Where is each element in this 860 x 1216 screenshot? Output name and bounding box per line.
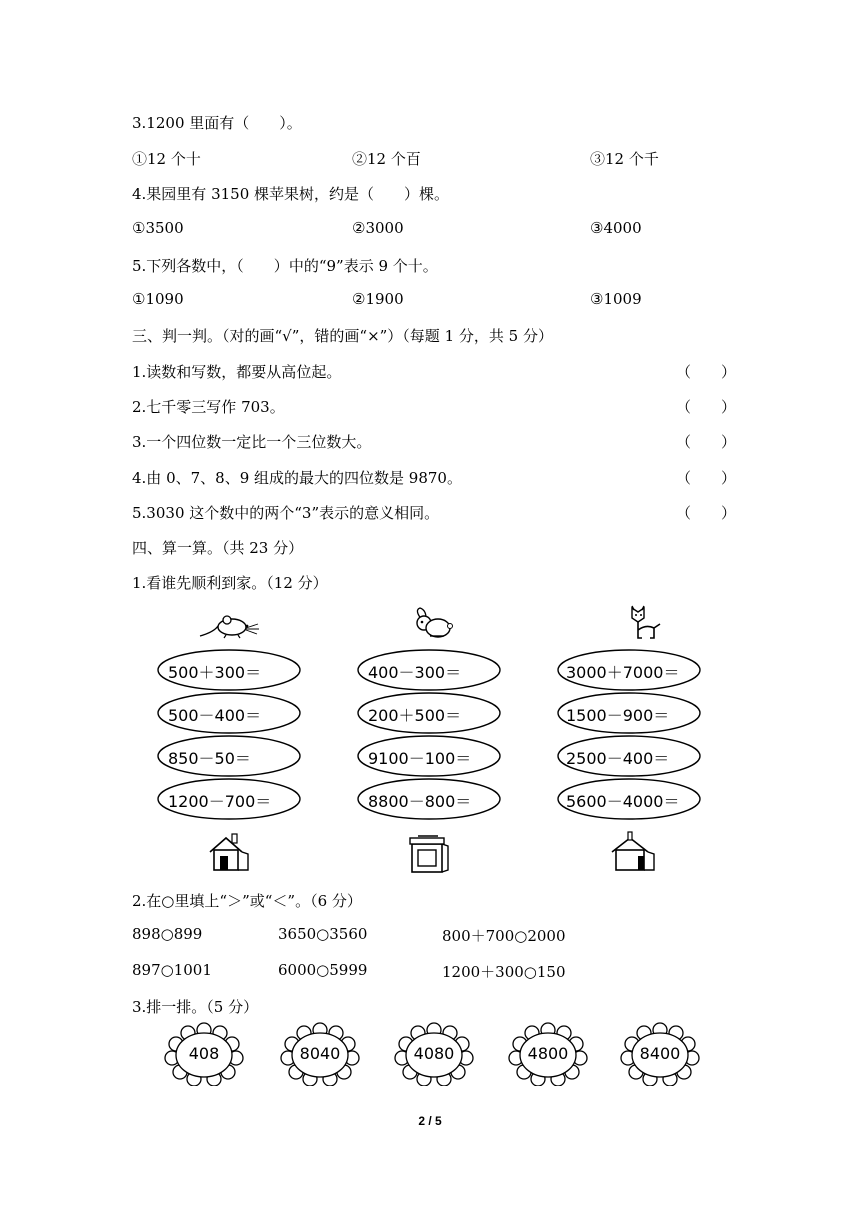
equation-c2-2: 200＋500＝ — [368, 706, 462, 725]
flower-number-1 — [162, 1022, 246, 1086]
judge-item-1: 1.读数和写数，都要从高位起。 — [132, 363, 342, 381]
flower-number-3 — [392, 1022, 476, 1086]
compare-r1-c3[interactable]: 800＋700○2000 — [442, 927, 566, 945]
flower-number-4 — [506, 1022, 590, 1086]
compare-r2-c2[interactable]: 6000○5999 — [278, 961, 368, 979]
judge-item-3: 3.一个四位数一定比一个三位数大。 — [132, 433, 372, 451]
judge-answer-paren-4[interactable]: （ ） — [676, 469, 737, 487]
rabbit-icon — [410, 606, 454, 640]
doghouse-icon — [610, 830, 656, 874]
equation-c2-1: 400－300＝ — [368, 663, 462, 682]
judge-item-2: 2.七千零三写作 703。 — [132, 398, 285, 416]
judge-answer-paren-2[interactable]: （ ） — [676, 398, 737, 416]
choice-q5-option-1: ①1090 — [132, 290, 184, 308]
dog-icon — [624, 604, 664, 642]
compare-r1-c2[interactable]: 3650○3560 — [278, 925, 368, 943]
equation-c3-2: 1500－900＝ — [566, 706, 670, 725]
calc-q1-title: 1.看谁先顺利到家。（12 分） — [132, 574, 328, 592]
choice-q4-stem: 4.果园里有 3150 棵苹果树，约是（ ）棵。 — [132, 185, 450, 203]
equation-c1-2: 500－400＝ — [168, 706, 262, 725]
choice-q4-option-3: ③4000 — [590, 219, 642, 237]
compare-r2-c1[interactable]: 897○1001 — [132, 961, 212, 979]
flower-number-label: 8040 — [299, 1044, 341, 1063]
compare-r1-c1[interactable]: 898○899 — [132, 925, 203, 943]
flower-number-label: 4800 — [527, 1044, 569, 1063]
choice-q3-option-3: ③12 个千 — [590, 150, 659, 168]
equation-c1-1: 500＋300＝ — [168, 663, 262, 682]
judge-answer-paren-1[interactable]: （ ） — [676, 363, 737, 381]
equation-c3-1: 3000＋7000＝ — [566, 663, 680, 682]
house-icon — [206, 832, 252, 874]
flower-number-label: 408 — [188, 1044, 220, 1063]
flower-number-label: 4080 — [413, 1044, 455, 1063]
judge-answer-paren-5[interactable]: （ ） — [676, 504, 737, 522]
calc-q3-title: 3.排一排。（5 分） — [132, 998, 259, 1016]
flower-number-2 — [278, 1022, 362, 1086]
judge-heading: 三、判一判。（对的画“√”，错的画“×”）（每题 1 分，共 5 分） — [132, 327, 553, 345]
equation-c2-4: 8800－800＝ — [368, 792, 472, 811]
page-number: 2 / 5 — [418, 1114, 442, 1128]
calc-heading: 四、算一算。（共 23 分） — [132, 539, 304, 557]
equation-c2-3: 9100－100＝ — [368, 749, 472, 768]
calc-q2-title: 2.在○里填上“＞”或“＜”。（6 分） — [132, 892, 362, 910]
flower-number-label: 8400 — [639, 1044, 681, 1063]
equation-c3-4: 5600－4000＝ — [566, 792, 680, 811]
mouse-icon — [196, 610, 264, 640]
choice-q5-option-3: ③1009 — [590, 290, 642, 308]
choice-q5-option-2: ②1900 — [352, 290, 404, 308]
choice-q3-option-2: ②12 个百 — [352, 150, 421, 168]
judge-item-5: 5.3030 这个数中的两个“3”表示的意义相同。 — [132, 504, 440, 522]
choice-q3-stem: 3.1200 里面有（ ）。 — [132, 114, 302, 132]
flower-number-5 — [618, 1022, 702, 1086]
compare-r2-c3[interactable]: 1200＋300○150 — [442, 963, 566, 981]
judge-answer-paren-3[interactable]: （ ） — [676, 433, 737, 451]
choice-q4-option-1: ①3500 — [132, 219, 184, 237]
judge-item-4: 4.由 0、7、8、9 组成的最大的四位数是 9870。 — [132, 469, 462, 487]
choice-q5-stem: 5.下列各数中，（ ）中的“9”表示 9 个十。 — [132, 257, 438, 275]
choice-q4-option-2: ②3000 — [352, 219, 404, 237]
equation-c1-3: 850－50＝ — [168, 749, 251, 768]
oven-house-icon — [408, 834, 452, 874]
equation-c1-4: 1200－700＝ — [168, 792, 272, 811]
equation-c3-3: 2500－400＝ — [566, 749, 670, 768]
choice-q3-option-1: ①12 个十 — [132, 150, 201, 168]
